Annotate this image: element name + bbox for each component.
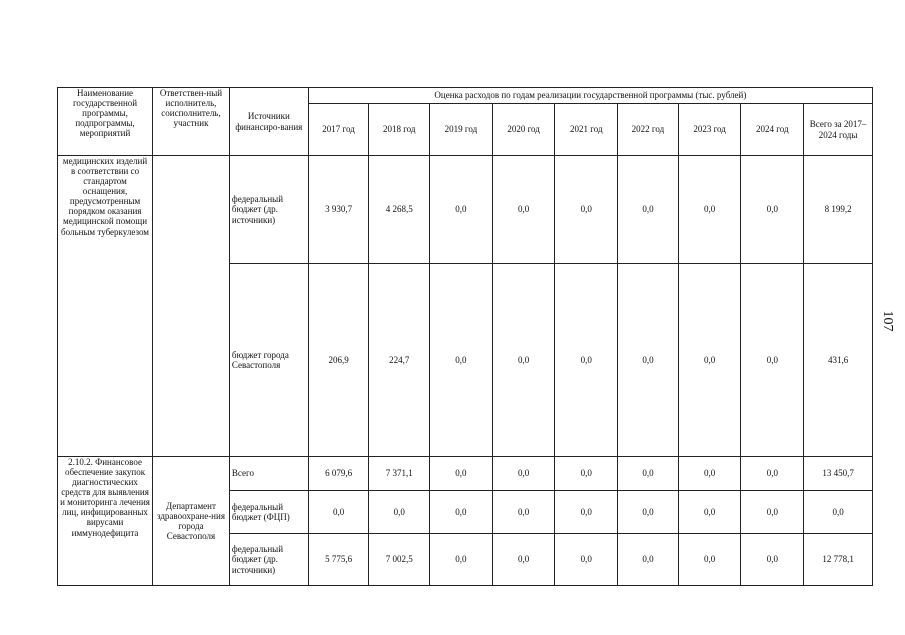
value-cell: 0,0 <box>555 491 618 534</box>
value-cell: 0,0 <box>430 156 493 264</box>
value-cell: 0,0 <box>555 534 618 586</box>
value-cell: 0,0 <box>555 156 618 264</box>
value-cell: 0,0 <box>430 491 493 534</box>
value-cell: 0,0 <box>741 491 804 534</box>
value-cell: 0,0 <box>555 264 618 457</box>
value-cell: 0,0 <box>430 534 493 586</box>
value-cell: 224,7 <box>369 264 430 457</box>
header-year: 2020 год <box>492 104 555 156</box>
responsible-cell: Департамент здравоохране-ния города Севастополя <box>153 457 230 586</box>
header-year: 2017 год <box>308 104 369 156</box>
header-year: 2019 год <box>430 104 493 156</box>
funding-source-cell: федеральный бюджет (др. источники) <box>229 156 308 264</box>
value-cell: 0,0 <box>492 491 555 534</box>
value-cell: 0,0 <box>741 264 804 457</box>
funding-source-cell: федеральный бюджет (ФЦП) <box>229 491 308 534</box>
value-cell: 5 775,6 <box>308 534 369 586</box>
header-year: 2021 год <box>555 104 618 156</box>
total-cell: 8 199,2 <box>804 156 873 264</box>
page-number: 107 <box>880 310 895 332</box>
value-cell: 0,0 <box>492 534 555 586</box>
total-cell: 13 450,7 <box>804 457 873 491</box>
value-cell: 0,0 <box>678 156 741 264</box>
header-row-top <box>58 88 873 104</box>
value-cell: 0,0 <box>308 491 369 534</box>
header-responsible: Ответствен-ный исполнитель, соисполнитель, участник <box>153 88 230 156</box>
funding-source-cell: бюджет города Севастополя <box>229 264 308 457</box>
responsible-cell <box>153 156 230 457</box>
value-cell: 7 371,1 <box>369 457 430 491</box>
value-cell: 0,0 <box>741 534 804 586</box>
header-sources: Источники финансиро-вания <box>229 88 308 156</box>
total-cell: 0,0 <box>804 491 873 534</box>
table-row <box>58 457 873 491</box>
value-cell: 0,0 <box>678 534 741 586</box>
value-cell: 0,0 <box>741 457 804 491</box>
value-cell: 4 268,5 <box>369 156 430 264</box>
total-cell: 12 778,1 <box>804 534 873 586</box>
value-cell: 0,0 <box>678 457 741 491</box>
header-year: 2023 год <box>678 104 741 156</box>
value-cell: 0,0 <box>492 457 555 491</box>
funding-source-cell: федеральный бюджет (др. источники) <box>229 534 308 586</box>
total-cell: 431,6 <box>804 264 873 457</box>
value-cell: 0,0 <box>555 457 618 491</box>
value-cell: 7 002,5 <box>369 534 430 586</box>
value-cell: 206,9 <box>308 264 369 457</box>
value-cell: 6 079,6 <box>308 457 369 491</box>
header-estimate: Оценка расходов по годам реализации государственной программы (тыс. рублей) <box>308 88 872 104</box>
value-cell: 0,0 <box>618 534 679 586</box>
header-year: 2024 год <box>741 104 804 156</box>
value-cell: 3 930,7 <box>308 156 369 264</box>
value-cell: 0,0 <box>618 457 679 491</box>
value-cell: 0,0 <box>618 491 679 534</box>
budget-table <box>57 87 873 586</box>
value-cell: 0,0 <box>741 156 804 264</box>
header-total: Всего за 2017–2024 годы <box>804 104 873 156</box>
value-cell: 0,0 <box>492 156 555 264</box>
value-cell: 0,0 <box>678 264 741 457</box>
funding-source-cell: Всего <box>229 457 308 491</box>
value-cell: 0,0 <box>618 156 679 264</box>
header-year: 2018 год <box>369 104 430 156</box>
value-cell: 0,0 <box>678 491 741 534</box>
program-name-cell: 2.10.2. Финансовое обеспечение закупок диагностических средств для выявления и мониторинга лечения лиц, инфицированных вирусами иммунодефицита <box>58 457 153 586</box>
value-cell: 0,0 <box>618 264 679 457</box>
header-name: Наименование государственной программы, подпрограммы, мероприятий <box>58 88 153 156</box>
value-cell: 0,0 <box>492 264 555 457</box>
table-row <box>58 156 873 264</box>
value-cell: 0,0 <box>430 264 493 457</box>
program-name-cell: медицинских изделий в соответствии со стандартом оснащения, предусмотренным порядком оказания медицинской помощи больным туберкулезом <box>58 156 153 457</box>
value-cell: 0,0 <box>430 457 493 491</box>
value-cell: 0,0 <box>369 491 430 534</box>
header-year: 2022 год <box>618 104 679 156</box>
